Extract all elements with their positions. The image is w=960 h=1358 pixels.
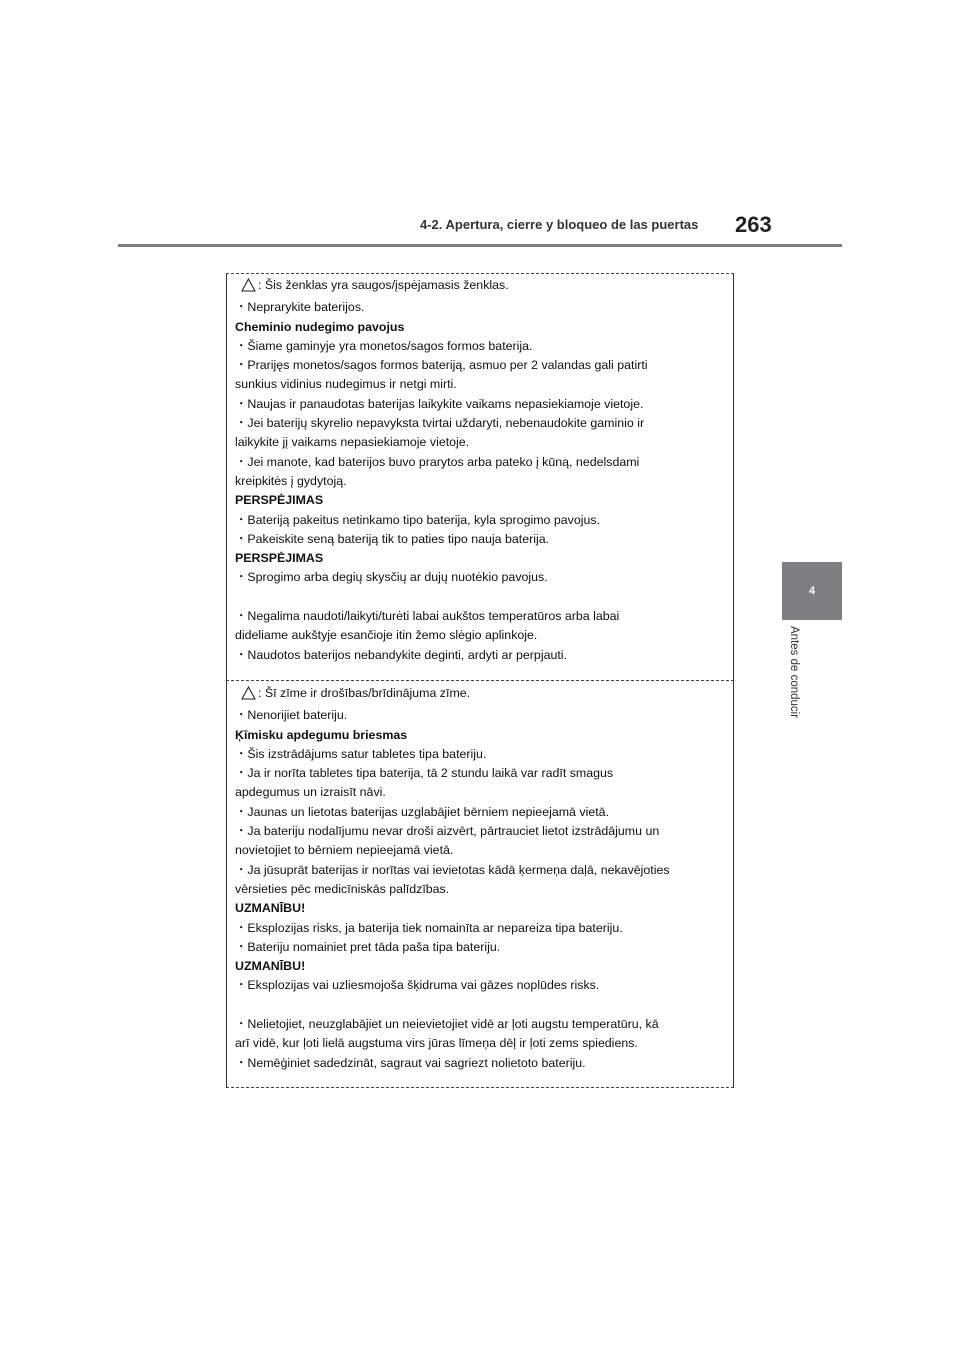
notice-line: ・Šiame gaminyje yra monetos/sagos formos baterija. <box>235 338 533 353</box>
notice-line: ・Negalima naudoti/laikyti/turėti labai aukštos temperatūros arba labai <box>235 609 620 624</box>
symbol-note-line <box>235 684 725 706</box>
notice-lines <box>235 706 725 1073</box>
chapter-number: 4 <box>808 585 816 597</box>
notice-line: ・Sprogimo arba degių skysčių ar dujų nuotėkio pavojus. <box>235 570 548 585</box>
notice-line: ・Jaunas un lietotas baterijas uzglabājiet bērniem nepieejamā vietā. <box>235 804 610 819</box>
notice-line: ・Pakeiskite seną bateriją tik to paties tipo nauja baterija. <box>235 531 550 546</box>
notice-line: ・Ja jūsuprāt baterijas ir norītas vai ievietotas kādā ķermeņa daļā, nekavējoties <box>235 862 670 877</box>
notice-line: dideliame aukštyje esančioje itin žemo slėgio aplinkoje. <box>235 628 538 643</box>
notice-heading: PERSPĖJIMAS <box>235 551 324 566</box>
notice-line: novietojiet to bērniem nepieejamā vietā. <box>235 843 454 858</box>
notice-line: sunkius vidinius nudegimus ir netgi mirti. <box>235 377 457 392</box>
notice-lines <box>235 298 725 665</box>
notice-spacer <box>235 588 725 607</box>
notice-line: ・Eksplozijas vai uzliesmojoša šķidruma vai gāzes noplūdes risks. <box>235 978 600 993</box>
notice-line: ・Eksplozijas risks, ja baterija tiek nomainīta ar nepareiza tipa bateriju. <box>235 920 623 935</box>
notice-heading: Ķīmisku apdegumu briesmas <box>235 727 408 742</box>
page-number: 263 <box>735 212 772 237</box>
notice-heading: Cheminio nudegimo pavojus <box>235 319 405 334</box>
notice-line: ・Ja ir norīta tabletes tipa baterija, tā 2 stundu laikā var radīt smagus <box>235 766 614 781</box>
notice-heading: UZMANĪBU! <box>235 901 306 916</box>
warning-triangle-icon <box>241 278 256 298</box>
notice-line: arī vidē, kur ļoti lielā augstuma virs jūras līmeņa dēļ ir ļoti zems spiediens. <box>235 1036 638 1051</box>
notice-line: ・Nelietojiet, neuzglabājiet un neievietojiet vidē ar ļoti augstu temperatūru, kā <box>235 1017 659 1032</box>
notice-line: ・Nenorijiet bateriju. <box>235 708 348 723</box>
notice-line: ・Jei manote, kad baterijos buvo prarytos arba pateko į kūną, nedelsdami <box>235 454 640 469</box>
symbol-note: : Šis ženklas yra saugos/įspėjamasis ženklas. <box>258 278 509 292</box>
symbol-note: : Šī zīme ir drošības/brīdinājuma zīme. <box>258 686 471 700</box>
notice-line: ・Prarijęs monetos/sagos formos bateriją, asmuo per 2 valandas gali patirti <box>235 358 648 373</box>
notice-line: ・Naudotos baterijos nebandykite deginti, ardyti ar perpjauti. <box>235 647 567 662</box>
notice-line: laikykite jį vaikams nepasiekiamoje vietoje. <box>235 435 470 450</box>
symbol-note-line <box>235 276 725 298</box>
notice-divider <box>226 680 734 681</box>
notice-line: vērsieties pēc medicīniskās palīdzības. <box>235 881 450 896</box>
notice-line: ・Bateriju nomainiet pret tāda paša tipa bateriju. <box>235 939 501 954</box>
notice-line: ・Nemēģiniet sadedzināt, sagraut vai sagriezt nolietoto bateriju. <box>235 1055 586 1070</box>
notice-line: ・Naujas ir panaudotas baterijas laikykite vaikams nepasiekiamoje vietoje. <box>235 396 644 411</box>
notice-line: ・Ja bateriju nodalījumu nevar droši aizvērt, pārtrauciet lietot izstrādājumu un <box>235 824 660 839</box>
notice-lithuanian <box>235 276 725 665</box>
section-title: 4-2. Apertura, cierre y bloqueo de las puertas <box>420 217 699 232</box>
notice-line: ・Bateriją pakeitus netinkamo tipo baterija, kyla sprogimo pavojus. <box>235 512 601 527</box>
notice-latvian <box>235 684 725 1073</box>
notice-heading: PERSPĖJIMAS <box>235 493 324 508</box>
notice-spacer <box>235 996 725 1015</box>
header-divider <box>118 244 842 247</box>
notice-line: ・Šis izstrādājums satur tabletes tipa bateriju. <box>235 746 487 761</box>
notice-heading: UZMANĪBU! <box>235 959 306 974</box>
warning-triangle-icon <box>241 686 256 706</box>
notice-line: kreipkitės į gydytoją. <box>235 473 347 488</box>
chapter-label: Antes de conducir <box>788 626 800 719</box>
notice-line: ・Jei baterijų skyrelio nepavyksta tvirtai uždaryti, nebenaudokite gaminio ir <box>235 416 645 431</box>
notice-line: ・Neprarykite baterijos. <box>235 300 365 315</box>
notice-line: apdegumus un izraisīt nāvi. <box>235 785 386 800</box>
chapter-tab[interactable] <box>782 562 842 620</box>
